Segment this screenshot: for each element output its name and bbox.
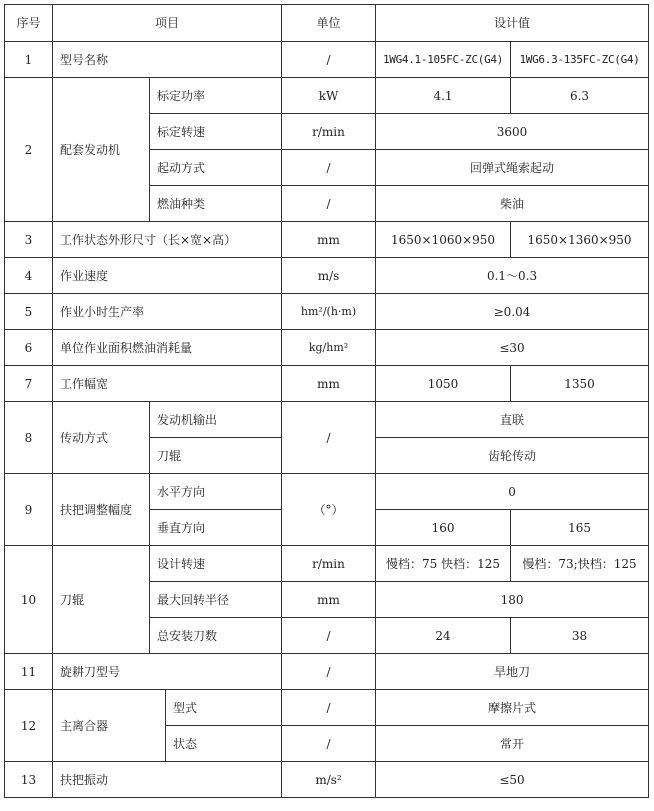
sub-item-label: 状态 (166, 726, 282, 762)
value-cell-2: 6.3 (511, 78, 649, 114)
table-row (5, 762, 649, 798)
row-no: 6 (5, 330, 53, 366)
sub-item-label: 起动方式 (150, 150, 282, 186)
unit-cell: / (282, 402, 376, 474)
model-value-2: 1WG6.3-135FC-ZC(G4) (511, 42, 649, 78)
unit-cell: / (282, 150, 376, 186)
sub-item-label: 标定转速 (150, 114, 282, 150)
item-label: 刀辊 (53, 546, 150, 654)
header-item: 项目 (53, 5, 282, 42)
unit-cell: mm (282, 222, 376, 258)
item-label: 单位作业面积燃油消耗量 (53, 330, 282, 366)
unit-cell: r/min (282, 546, 376, 582)
item-label: 扶把振动 (53, 762, 282, 798)
value-cell-2: 38 (511, 618, 649, 654)
item-label: 型号名称 (53, 42, 282, 78)
item-label: 作业速度 (53, 258, 282, 294)
value-cell: 0 (376, 474, 649, 510)
unit-cell: m/s (282, 258, 376, 294)
value-cell-1: 4.1 (376, 78, 511, 114)
value-cell-2: 慢档：73;快档：125 (511, 546, 649, 582)
row-no: 2 (5, 78, 53, 222)
item-label: 工作状态外形尺寸（长×宽×高） (53, 222, 282, 258)
unit-cell: r/min (282, 114, 376, 150)
unit-cell: hm²/(h·m) (282, 294, 376, 330)
value-cell-1: 1650×1060×950 (376, 222, 511, 258)
sub-item-label: 发动机输出 (150, 402, 282, 438)
sub-item-label: 总安装刀数 (150, 618, 282, 654)
unit-cell: / (282, 618, 376, 654)
table-header (5, 5, 649, 42)
row-no: 12 (5, 690, 53, 762)
value-cell: ≥0.04 (376, 294, 649, 330)
unit-cell: kW (282, 78, 376, 114)
item-label: 旋耕刀型号 (53, 654, 282, 690)
unit-cell: mm (282, 582, 376, 618)
unit-cell: / (282, 726, 376, 762)
sub-item-label: 燃油种类 (150, 186, 282, 222)
value-cell: 旱地刀 (376, 654, 649, 690)
value-cell: 齿轮传动 (376, 438, 649, 474)
unit-cell: kg/hm² (282, 330, 376, 366)
row-no: 1 (5, 42, 53, 78)
row-no: 3 (5, 222, 53, 258)
row-no: 13 (5, 762, 53, 798)
row-no: 10 (5, 546, 53, 654)
sub-item-label: 水平方向 (150, 474, 282, 510)
item-label: 工作幅宽 (53, 366, 282, 402)
unit-cell: （°） (282, 474, 376, 546)
value-cell: 柴油 (376, 186, 649, 222)
value-cell: 0.1～0.3 (376, 258, 649, 294)
value-cell: 直联 (376, 402, 649, 438)
item-label: 作业小时生产率 (53, 294, 282, 330)
table-row (5, 294, 649, 330)
table-row (5, 690, 649, 726)
value-cell: 摩擦片式 (376, 690, 649, 726)
table-row (5, 474, 649, 510)
value-cell: 常开 (376, 726, 649, 762)
unit-cell: / (282, 42, 376, 78)
table-row (5, 78, 649, 114)
table-row (5, 222, 649, 258)
header-value: 设计值 (376, 5, 649, 42)
value-cell-1: 慢档：75 快档：125 (376, 546, 511, 582)
value-cell-2: 1350 (511, 366, 649, 402)
unit-cell: / (282, 654, 376, 690)
value-cell: 3600 (376, 114, 649, 150)
value-cell-2: 1650×1360×950 (511, 222, 649, 258)
table-row (5, 546, 649, 582)
table-row (5, 258, 649, 294)
sub-item-label: 刀辊 (150, 438, 282, 474)
value-cell-1: 160 (376, 510, 511, 546)
row-no: 9 (5, 474, 53, 546)
row-no: 7 (5, 366, 53, 402)
value-cell: ≤50 (376, 762, 649, 798)
spec-table (4, 4, 649, 798)
header-unit: 单位 (282, 5, 376, 42)
unit-cell: m/s² (282, 762, 376, 798)
table-row (5, 42, 649, 78)
header-no: 序号 (5, 5, 53, 42)
table-row (5, 330, 649, 366)
unit-cell: mm (282, 366, 376, 402)
item-label: 扶把调整幅度 (53, 474, 150, 546)
table-row (5, 654, 649, 690)
value-cell-2: 165 (511, 510, 649, 546)
unit-cell: / (282, 186, 376, 222)
item-label: 主离合器 (53, 690, 166, 762)
sub-item-label: 垂直方向 (150, 510, 282, 546)
row-no: 5 (5, 294, 53, 330)
sub-item-label: 型式 (166, 690, 282, 726)
row-no: 4 (5, 258, 53, 294)
item-label: 传动方式 (53, 402, 150, 474)
sub-item-label: 设计转速 (150, 546, 282, 582)
value-cell-1: 1050 (376, 366, 511, 402)
sub-item-label: 最大回转半径 (150, 582, 282, 618)
model-value-1: 1WG4.1-105FC-ZC(G4) (376, 42, 511, 78)
sub-item-label: 标定功率 (150, 78, 282, 114)
table-row (5, 366, 649, 402)
unit-cell: / (282, 690, 376, 726)
value-cell: 180 (376, 582, 649, 618)
value-cell-1: 24 (376, 618, 511, 654)
row-no: 8 (5, 402, 53, 474)
row-no: 11 (5, 654, 53, 690)
table-row (5, 402, 649, 438)
value-cell: 回弹式绳索起动 (376, 150, 649, 186)
item-label: 配套发动机 (53, 78, 150, 222)
value-cell: ≤30 (376, 330, 649, 366)
